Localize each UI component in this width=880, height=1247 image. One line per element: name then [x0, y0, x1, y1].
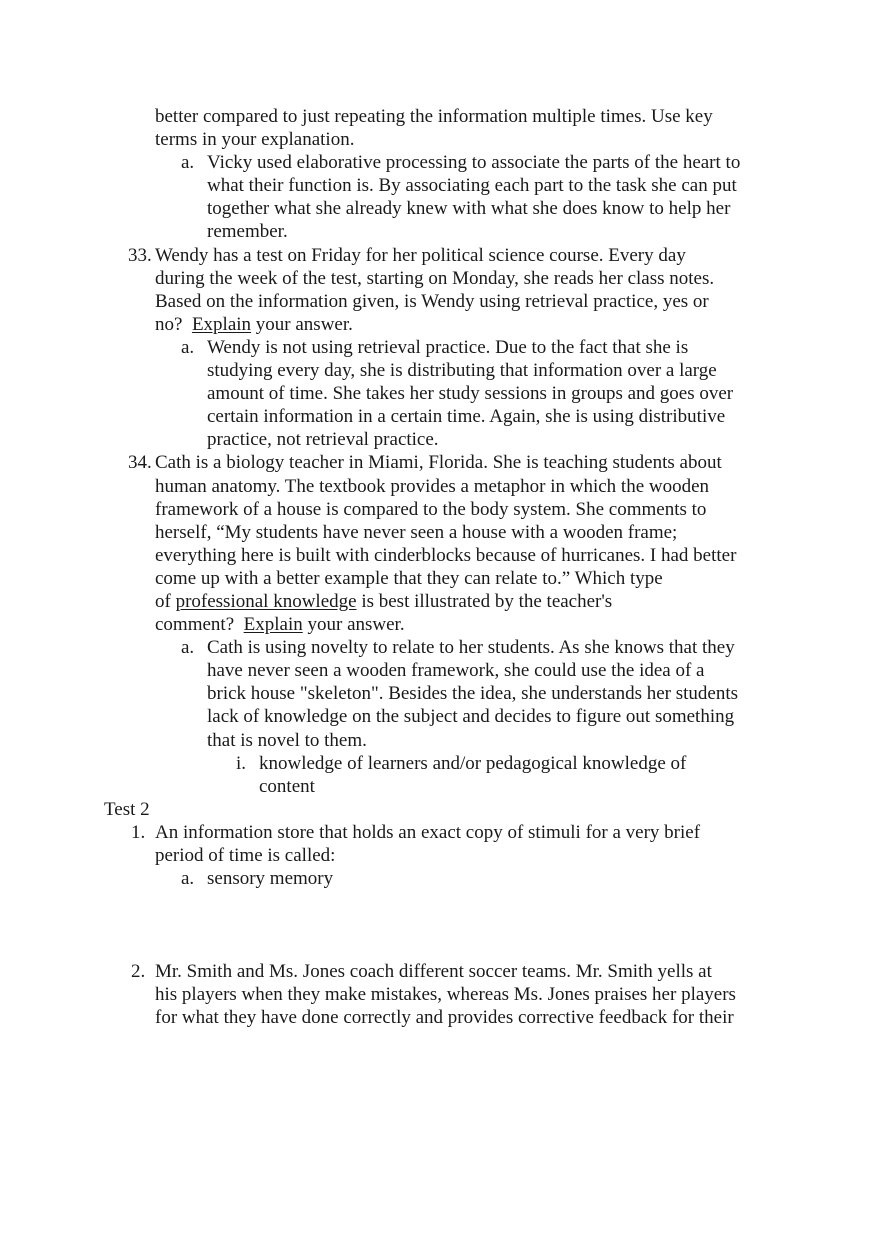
test2-question-1	[0, 821, 880, 867]
text-fragment: your answer.	[251, 313, 353, 335]
text-fragment: your answer.	[302, 614, 405, 636]
text-fragment: comment?	[155, 614, 244, 636]
text-line	[155, 613, 795, 636]
text-line: together what she already knew with what she does know to help her	[207, 198, 731, 220]
text-line: studying every day, she is distributing that information over a large	[207, 360, 717, 382]
text-line: have never seen a wooden framework, she could use the idea of a	[207, 660, 705, 682]
text-line: knowledge of learners and/or pedagogical knowledge of	[259, 752, 687, 774]
underlined-word: Explain	[191, 313, 252, 335]
text-line: what their function is. By associating each part to the task she can put	[207, 175, 737, 197]
text-fragment: no?	[155, 313, 192, 335]
section-heading: Test 2	[104, 798, 150, 820]
text-line: Mr. Smith and Ms. Jones coach different soccer teams. Mr. Smith yells at	[155, 961, 712, 983]
answer-marker: a.	[181, 637, 195, 659]
text-line: lack of knowledge on the subject and decides to figure out something	[207, 706, 735, 728]
answer-item	[0, 151, 880, 243]
text-line: amount of time. She takes her study sessions in groups and goes over	[207, 383, 734, 405]
answer-marker: a.	[181, 152, 195, 174]
text-fragment: is best illustrated by the teacher's	[356, 590, 613, 612]
text-line: better compared to just repeating the information multiple times. Use key	[155, 106, 713, 127]
text-line: Wendy is not using retrieval practice. Due to the fact that she is	[207, 336, 689, 358]
text-line: practice, not retrieval practice.	[207, 429, 439, 451]
question-number: 2.	[131, 961, 146, 983]
text-line: framework of a house is compared to the body system. She comments to	[155, 498, 707, 520]
text-line: brick house "skeleton". Besides the idea, she understands her students	[207, 683, 739, 705]
answer-item	[0, 336, 880, 451]
text-line: remember.	[207, 221, 288, 243]
text-line: for what they have done correctly and provides corrective feedback for their	[155, 1007, 734, 1029]
text-line: come up with a better example that they can relate to.” Which type	[155, 567, 663, 589]
answer-marker: a.	[181, 336, 195, 358]
text-line: Based on the information given, is Wendy using retrieval practice, yes or	[155, 290, 709, 312]
text-line: certain information in a certain time. Again, she is using distributive	[207, 406, 726, 428]
text-line: content	[259, 775, 315, 797]
document-page	[0, 105, 880, 1029]
text-line: sensory memory	[207, 868, 334, 890]
text-line: Cath is using novelty to relate to her students. As she knows that they	[207, 637, 735, 659]
question-continuation	[155, 105, 795, 151]
text-line	[155, 313, 795, 336]
question-33	[0, 244, 880, 336]
underlined-phrase: professional knowledge	[175, 590, 357, 612]
text-line: that is novel to them.	[207, 729, 367, 751]
text-fragment: of	[155, 590, 176, 612]
blank-space	[0, 890, 880, 960]
question-number: 34.	[128, 452, 152, 474]
underlined-word: Explain	[243, 614, 303, 636]
text-line: herself, “My students have never seen a house with a wooden frame;	[155, 521, 678, 543]
text-line: period of time is called:	[155, 845, 336, 866]
text-line: human anatomy. The textbook provides a metaphor in which the wooden	[155, 475, 710, 497]
text-line: Wendy has a test on Friday for her political science course. Every day	[155, 244, 686, 266]
text-line: Vicky used elaborative processing to associate the parts of the heart to	[207, 152, 741, 174]
sub-answer-item	[0, 752, 880, 798]
answer-item	[0, 636, 880, 751]
text-line: during the week of the test, starting on Monday, she reads her class notes.	[155, 267, 715, 289]
answer-marker: a.	[181, 868, 195, 890]
text-line	[155, 590, 795, 613]
test2-question-2	[0, 960, 880, 1029]
question-number: 33.	[128, 244, 152, 266]
sub-answer-marker: i.	[236, 752, 247, 774]
answer-item	[0, 867, 880, 890]
question-number: 1.	[131, 821, 146, 843]
text-line: everything here is built with cinderblocks because of hurricanes. I had better	[155, 544, 737, 566]
text-line: terms in your explanation.	[155, 129, 355, 151]
text-line: Cath is a biology teacher in Miami, Florida. She is teaching students about	[155, 452, 722, 474]
question-34	[0, 451, 880, 636]
text-line: his players when they make mistakes, whereas Ms. Jones praises her players	[155, 984, 736, 1006]
text-line: An information store that holds an exact copy of stimuli for a very brief	[155, 821, 701, 843]
